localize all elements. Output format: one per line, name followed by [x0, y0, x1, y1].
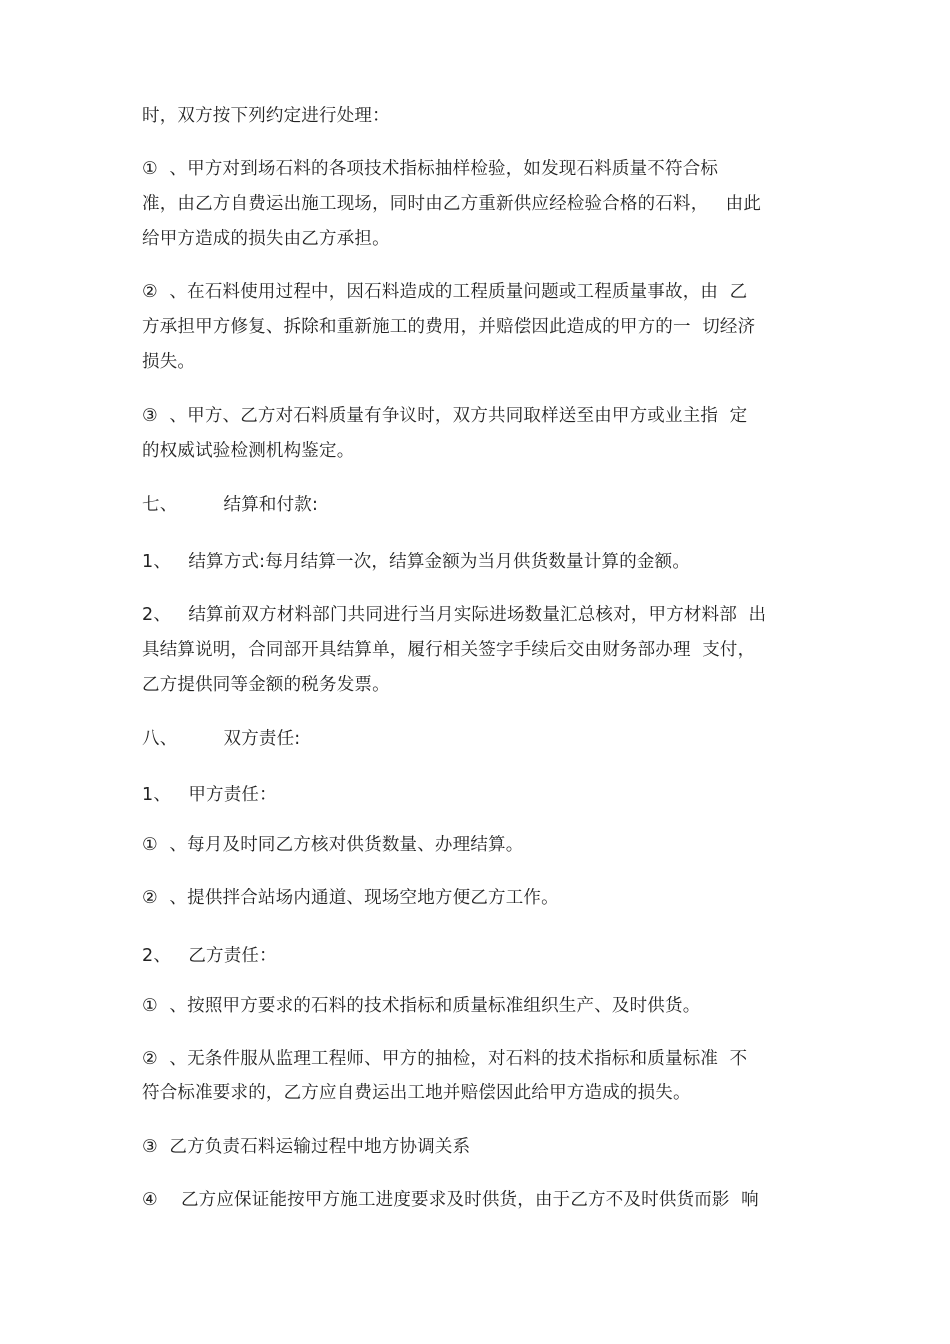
text-line: ③ 、甲方、乙方对石料质量有争议时，双方共同取样送至由甲方或业主指 定	[142, 406, 748, 426]
text-line: 1、 结算方式:每月结算一次，结算金额为当月供货数量计算的金额。	[142, 552, 691, 572]
text-line: 损失。	[142, 352, 196, 372]
text-line: ② 、在石料使用过程中，因石料造成的工程质量问题或工程质量事故，由 乙	[142, 282, 748, 302]
text-line: ① 、每月及时同乙方核对供货数量、办理结算。	[142, 835, 524, 855]
text-line: 乙方提供同等金额的税务发票。	[142, 675, 390, 695]
text-line: 方承担甲方修复、拆除和重新施工的费用，并赔偿因此造成的甲方的一 切经济	[142, 317, 756, 337]
text-line: 具结算说明，合同部开具结算单，履行相关签字手续后交由财务部办理 支付，	[142, 640, 756, 660]
text-line: 准，由乙方自费运出施工现场，同时由乙方重新供应经检验合格的石料， 由此	[142, 194, 762, 214]
text-line: ① 、按照甲方要求的石料的技术指标和质量标准组织生产、及时供货。	[142, 996, 701, 1016]
text-line: 2、 结算前双方材料部门共同进行当月实际进场数量汇总核对，甲方材料部 出	[142, 605, 767, 625]
text-line: ② 、提供拌合站场内通道、现场空地方便乙方工作。	[142, 888, 559, 908]
section-heading: 七、 结算和付款:	[142, 495, 319, 515]
text-line: ② 、无条件服从监理工程师、甲方的抽检，对石料的技术指标和质量标准 不	[142, 1049, 748, 1069]
text-line: ④ 乙方应保证能按甲方施工进度要求及时供货，由于乙方不及时供货而影 响	[142, 1190, 759, 1210]
text-line: ③ 乙方负责石料运输过程中地方协调关系	[142, 1137, 471, 1157]
text-line: 时，双方按下列约定进行处理：	[142, 106, 390, 126]
text-line: 1、 甲方责任：	[142, 785, 277, 805]
section-heading: 八、 双方责任:	[142, 729, 301, 749]
text-line: 符合标准要求的，乙方应自费运出工地并赔偿因此给甲方造成的损失。	[142, 1083, 691, 1103]
text-line: 给甲方造成的损失由乙方承担。	[142, 229, 390, 249]
text-line: 2、 乙方责任：	[142, 946, 277, 966]
text-line: 的权威试验检测机构鉴定。	[142, 441, 355, 461]
text-line: ① 、甲方对到场石料的各项技术指标抽样检验，如发现石料质量不符合标	[142, 159, 719, 179]
